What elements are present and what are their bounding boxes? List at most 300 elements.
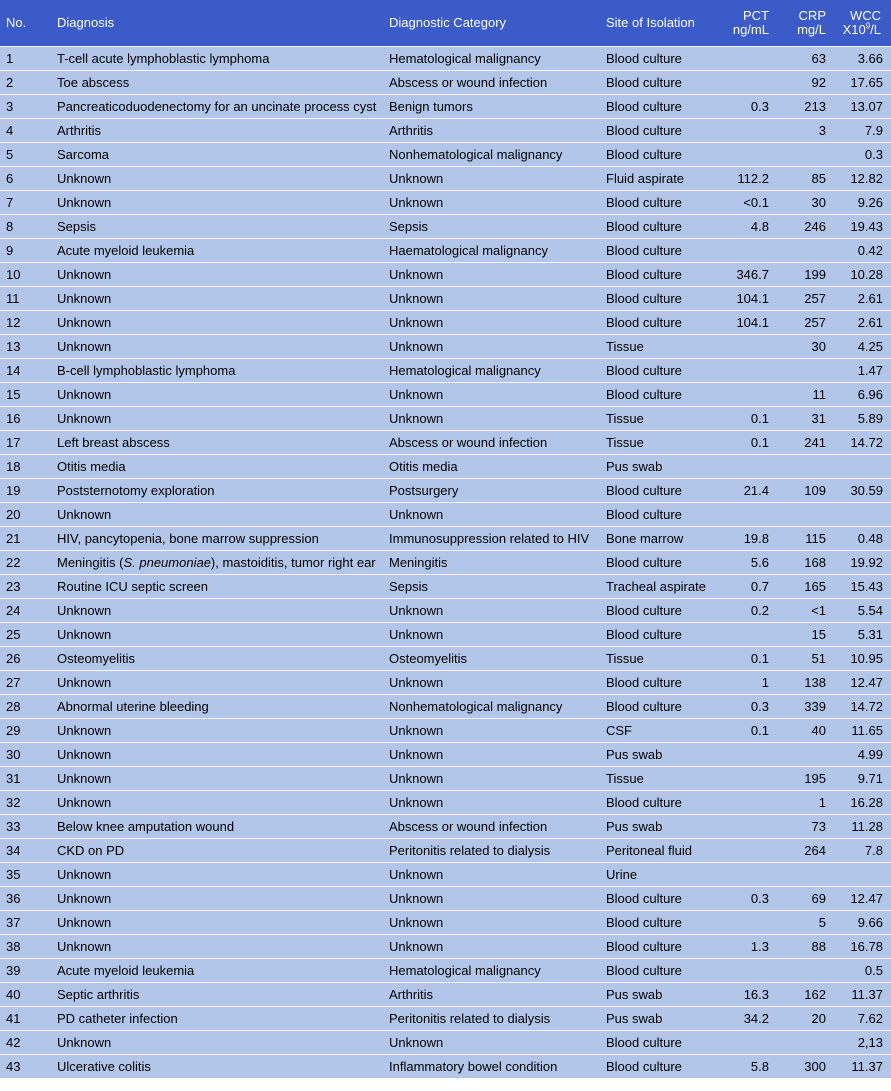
- cell-pct: [716, 743, 775, 767]
- cell-no: 3: [0, 95, 51, 119]
- cell-crp: [775, 743, 832, 767]
- cell-diagnosis: PD catheter infection: [51, 1007, 383, 1031]
- table-row: [0, 311, 891, 335]
- cell-site: Blood culture: [600, 503, 716, 527]
- table-row: [0, 143, 891, 167]
- table-row: [0, 431, 891, 455]
- cell-crp: [775, 863, 832, 887]
- cell-site: Blood culture: [600, 215, 716, 239]
- cell-crp: 246: [775, 215, 832, 239]
- cell-wcc: 12.82: [832, 167, 891, 191]
- table-row: [0, 671, 891, 695]
- cell-wcc: [832, 455, 891, 479]
- cell-wcc: 10.28: [832, 263, 891, 287]
- table-row: [0, 575, 891, 599]
- cell-wcc: 11.37: [832, 983, 891, 1007]
- cell-wcc: 5.89: [832, 407, 891, 431]
- header-crp-name: CRP: [798, 8, 826, 23]
- cell-site: Blood culture: [600, 671, 716, 695]
- cell-pct: [716, 239, 775, 263]
- cell-site: Pus swab: [600, 743, 716, 767]
- cell-diagnosis: Toe abscess: [51, 71, 383, 95]
- cell-category: Sepsis: [383, 215, 600, 239]
- cell-pct: [716, 791, 775, 815]
- cell-wcc: 12.47: [832, 671, 891, 695]
- cell-wcc: 7.62: [832, 1007, 891, 1031]
- cell-category: Unknown: [383, 335, 600, 359]
- cell-crp: 1: [775, 791, 832, 815]
- cell-category: Haematological malignancy: [383, 239, 600, 263]
- table-row: [0, 887, 891, 911]
- cell-wcc: 11.37: [832, 1055, 891, 1079]
- cell-category: Unknown: [383, 623, 600, 647]
- cell-site: Blood culture: [600, 239, 716, 263]
- cell-no: 31: [0, 767, 51, 791]
- cell-crp: 20: [775, 1007, 832, 1031]
- cell-pct: [716, 71, 775, 95]
- cell-crp: 300: [775, 1055, 832, 1079]
- cell-pct: [716, 119, 775, 143]
- cell-wcc: 3.66: [832, 47, 891, 71]
- cell-no: 4: [0, 119, 51, 143]
- cell-site: Blood culture: [600, 311, 716, 335]
- table-row: [0, 263, 891, 287]
- header-no: No.: [6, 15, 27, 30]
- cell-category: Unknown: [383, 863, 600, 887]
- cell-category: Unknown: [383, 911, 600, 935]
- cell-category: Unknown: [383, 599, 600, 623]
- cell-crp: 11: [775, 383, 832, 407]
- cell-category: Unknown: [383, 383, 600, 407]
- cell-site: Blood culture: [600, 959, 716, 983]
- cell-no: 38: [0, 935, 51, 959]
- cell-wcc: 2,13: [832, 1031, 891, 1055]
- cell-diagnosis: T-cell acute lymphoblastic lymphoma: [51, 47, 383, 71]
- cell-pct: <0.1: [716, 191, 775, 215]
- cell-category: Immunosuppression related to HIV: [383, 527, 600, 551]
- cell-site: Blood culture: [600, 791, 716, 815]
- cell-site: Blood culture: [600, 359, 716, 383]
- cell-crp: 5: [775, 911, 832, 935]
- cell-crp: [775, 503, 832, 527]
- cell-no: 22: [0, 551, 51, 575]
- cell-pct: [716, 143, 775, 167]
- cell-diagnosis: Pancreaticoduodenectomy for an uncinate process cyst: [51, 95, 383, 119]
- cell-site: Bone marrow: [600, 527, 716, 551]
- cell-wcc: [832, 863, 891, 887]
- cell-wcc: 9.66: [832, 911, 891, 935]
- cell-crp: 85: [775, 167, 832, 191]
- cell-category: Inflammatory bowel condition: [383, 1055, 600, 1079]
- cell-diagnosis: Unknown: [51, 1031, 383, 1055]
- cell-site: Blood culture: [600, 911, 716, 935]
- cell-diagnosis: Unknown: [51, 887, 383, 911]
- cell-category: Unknown: [383, 719, 600, 743]
- cell-diagnosis: Unknown: [51, 287, 383, 311]
- cell-wcc: 5.54: [832, 599, 891, 623]
- cell-crp: 3: [775, 119, 832, 143]
- cell-no: 20: [0, 503, 51, 527]
- cell-pct: [716, 503, 775, 527]
- cell-diagnosis: CKD on PD: [51, 839, 383, 863]
- cell-pct: 104.1: [716, 287, 775, 311]
- table-row: [0, 599, 891, 623]
- table-row: [0, 815, 891, 839]
- cell-category: Arthritis: [383, 983, 600, 1007]
- cell-pct: [716, 839, 775, 863]
- cell-no: 30: [0, 743, 51, 767]
- cell-category: Unknown: [383, 407, 600, 431]
- cell-wcc: 16.78: [832, 935, 891, 959]
- cell-no: 12: [0, 311, 51, 335]
- cell-crp: 138: [775, 671, 832, 695]
- cell-diagnosis: Poststernotomy exploration: [51, 479, 383, 503]
- cell-pct: 112.2: [716, 167, 775, 191]
- cell-pct: [716, 815, 775, 839]
- cell-wcc: 16.28: [832, 791, 891, 815]
- cell-crp: 162: [775, 983, 832, 1007]
- table-row: [0, 407, 891, 431]
- cell-no: 24: [0, 599, 51, 623]
- cell-pct: 19.8: [716, 527, 775, 551]
- cell-diagnosis: Unknown: [51, 407, 383, 431]
- cell-diagnosis: Unknown: [51, 599, 383, 623]
- header-site: Site of Isolation: [606, 15, 695, 30]
- cell-category: Unknown: [383, 263, 600, 287]
- cell-site: Pus swab: [600, 815, 716, 839]
- table-row: [0, 719, 891, 743]
- table-row: [0, 527, 891, 551]
- table-row: [0, 383, 891, 407]
- cell-pct: 0.1: [716, 719, 775, 743]
- cell-diagnosis: Acute myeloid leukemia: [51, 239, 383, 263]
- cell-wcc: 0.3: [832, 143, 891, 167]
- cell-no: 40: [0, 983, 51, 1007]
- cell-pct: 0.7: [716, 575, 775, 599]
- cell-site: Pus swab: [600, 455, 716, 479]
- cell-crp: 40: [775, 719, 832, 743]
- cell-diagnosis: Unknown: [51, 911, 383, 935]
- cell-diagnosis: Unknown: [51, 503, 383, 527]
- cell-no: 13: [0, 335, 51, 359]
- cell-diagnosis: Unknown: [51, 167, 383, 191]
- cell-diagnosis: Routine ICU septic screen: [51, 575, 383, 599]
- cell-diagnosis: Ulcerative colitis: [51, 1055, 383, 1079]
- cell-wcc: 9.26: [832, 191, 891, 215]
- header-pct-unit: ng/mL: [732, 22, 769, 37]
- cell-no: 1: [0, 47, 51, 71]
- cell-diagnosis: Acute myeloid leukemia: [51, 959, 383, 983]
- cell-diagnosis: Osteomyelitis: [51, 647, 383, 671]
- cell-diagnosis: Below knee amputation wound: [51, 815, 383, 839]
- cell-no: 8: [0, 215, 51, 239]
- cell-crp: 51: [775, 647, 832, 671]
- cell-diagnosis: Meningitis (S. pneumoniae), mastoiditis, tumor right ear: [51, 551, 383, 575]
- cell-crp: <1: [775, 599, 832, 623]
- cell-category: Sepsis: [383, 575, 600, 599]
- cell-site: Tissue: [600, 335, 716, 359]
- table-row: [0, 335, 891, 359]
- cell-wcc: 4.25: [832, 335, 891, 359]
- header-crp: [775, 0, 832, 47]
- cell-category: Nonhematological malignancy: [383, 695, 600, 719]
- cell-no: 6: [0, 167, 51, 191]
- cell-pct: 21.4: [716, 479, 775, 503]
- cell-crp: [775, 959, 832, 983]
- cell-wcc: 0.5: [832, 959, 891, 983]
- cell-crp: [775, 1031, 832, 1055]
- table-row: [0, 743, 891, 767]
- cell-pct: 0.2: [716, 599, 775, 623]
- cell-pct: 34.2: [716, 1007, 775, 1031]
- cell-site: Blood culture: [600, 287, 716, 311]
- cell-crp: 199: [775, 263, 832, 287]
- cell-wcc: 12.47: [832, 887, 891, 911]
- cell-pct: 1.3: [716, 935, 775, 959]
- header-wcc-name: WCC: [849, 8, 881, 23]
- cell-no: 21: [0, 527, 51, 551]
- cell-no: 35: [0, 863, 51, 887]
- cell-category: Postsurgery: [383, 479, 600, 503]
- cell-no: 34: [0, 839, 51, 863]
- cell-category: Unknown: [383, 503, 600, 527]
- header-diagnosis: Diagnosis: [57, 15, 115, 30]
- cell-pct: 16.3: [716, 983, 775, 1007]
- cell-diagnosis: Unknown: [51, 671, 383, 695]
- cell-no: 32: [0, 791, 51, 815]
- cell-no: 37: [0, 911, 51, 935]
- cell-crp: 15: [775, 623, 832, 647]
- cell-pct: 346.7: [716, 263, 775, 287]
- cell-site: Blood culture: [600, 47, 716, 71]
- cell-pct: [716, 1031, 775, 1055]
- cell-crp: 195: [775, 767, 832, 791]
- table-row: [0, 695, 891, 719]
- cell-no: 43: [0, 1055, 51, 1079]
- table-row: [0, 95, 891, 119]
- cell-no: 18: [0, 455, 51, 479]
- cell-site: Blood culture: [600, 1055, 716, 1079]
- cell-wcc: 1.47: [832, 359, 891, 383]
- table-row: [0, 47, 891, 71]
- cell-crp: 88: [775, 935, 832, 959]
- table-row: [0, 119, 891, 143]
- cell-site: Tissue: [600, 647, 716, 671]
- cell-category: Benign tumors: [383, 95, 600, 119]
- cell-site: Blood culture: [600, 479, 716, 503]
- table-row: [0, 167, 891, 191]
- cell-crp: [775, 239, 832, 263]
- cell-wcc: 30.59: [832, 479, 891, 503]
- table-row: [0, 359, 891, 383]
- cell-pct: 4.8: [716, 215, 775, 239]
- cell-wcc: 6.96: [832, 383, 891, 407]
- cell-site: Blood culture: [600, 119, 716, 143]
- cell-pct: [716, 623, 775, 647]
- cell-pct: [716, 47, 775, 71]
- cell-no: 33: [0, 815, 51, 839]
- cell-crp: 264: [775, 839, 832, 863]
- table-row: [0, 1031, 891, 1055]
- cell-category: Hematological malignancy: [383, 359, 600, 383]
- table-row: [0, 863, 891, 887]
- cell-category: Unknown: [383, 887, 600, 911]
- cell-no: 42: [0, 1031, 51, 1055]
- cell-category: Unknown: [383, 311, 600, 335]
- cell-wcc: 11.28: [832, 815, 891, 839]
- header-wcc-unit: $X10^9/L$: [842, 21, 881, 37]
- cell-category: Unknown: [383, 1031, 600, 1055]
- cell-site: Blood culture: [600, 623, 716, 647]
- cell-crp: 30: [775, 191, 832, 215]
- cell-no: 41: [0, 1007, 51, 1031]
- cell-no: 29: [0, 719, 51, 743]
- cell-no: 2: [0, 71, 51, 95]
- table-row: [0, 791, 891, 815]
- cell-wcc: 17.65: [832, 71, 891, 95]
- header-pct: [716, 0, 775, 47]
- cell-category: Meningitis: [383, 551, 600, 575]
- table-row: [0, 1007, 891, 1031]
- cell-site: Blood culture: [600, 887, 716, 911]
- table-row: [0, 839, 891, 863]
- table-row: [0, 239, 891, 263]
- table-row: [0, 455, 891, 479]
- table-header: [0, 0, 891, 47]
- cell-no: 26: [0, 647, 51, 671]
- cell-crp: 168: [775, 551, 832, 575]
- header-row: [0, 0, 891, 47]
- table-row: [0, 215, 891, 239]
- table-row: [0, 647, 891, 671]
- cell-pct: 0.3: [716, 695, 775, 719]
- cell-pct: 0.1: [716, 431, 775, 455]
- cell-no: 7: [0, 191, 51, 215]
- cell-wcc: 2.61: [832, 311, 891, 335]
- cell-wcc: 19.92: [832, 551, 891, 575]
- cell-crp: 69: [775, 887, 832, 911]
- cell-crp: 165: [775, 575, 832, 599]
- table-row: [0, 935, 891, 959]
- cell-category: Unknown: [383, 743, 600, 767]
- cell-pct: [716, 911, 775, 935]
- cell-pct: [716, 335, 775, 359]
- cell-diagnosis: Unknown: [51, 383, 383, 407]
- table-row: [0, 959, 891, 983]
- header-crp-unit: mg/L: [797, 22, 826, 37]
- table-body: [0, 47, 891, 1079]
- cell-diagnosis: Unknown: [51, 263, 383, 287]
- cell-diagnosis: Unknown: [51, 791, 383, 815]
- table-row: [0, 71, 891, 95]
- cell-diagnosis: Unknown: [51, 719, 383, 743]
- cell-pct: 1: [716, 671, 775, 695]
- cell-site: Blood culture: [600, 695, 716, 719]
- cell-pct: 0.1: [716, 647, 775, 671]
- cell-diagnosis: B-cell lymphoblastic lymphoma: [51, 359, 383, 383]
- cell-pct: [716, 359, 775, 383]
- cell-wcc: 5.31: [832, 623, 891, 647]
- cell-no: 28: [0, 695, 51, 719]
- cell-crp: 241: [775, 431, 832, 455]
- cell-site: Blood culture: [600, 95, 716, 119]
- cell-site: Blood culture: [600, 599, 716, 623]
- cell-crp: [775, 359, 832, 383]
- cell-wcc: 9.71: [832, 767, 891, 791]
- cell-diagnosis: Arthritis: [51, 119, 383, 143]
- cell-crp: 115: [775, 527, 832, 551]
- cell-crp: 339: [775, 695, 832, 719]
- cell-site: Blood culture: [600, 71, 716, 95]
- cell-pct: 104.1: [716, 311, 775, 335]
- table-row: [0, 767, 891, 791]
- cell-crp: 30: [775, 335, 832, 359]
- cell-wcc: 10.95: [832, 647, 891, 671]
- cell-site: Tissue: [600, 431, 716, 455]
- cell-category: Unknown: [383, 935, 600, 959]
- cell-crp: 92: [775, 71, 832, 95]
- cell-diagnosis: Unknown: [51, 743, 383, 767]
- cell-crp: 257: [775, 311, 832, 335]
- cell-no: 5: [0, 143, 51, 167]
- cell-diagnosis: Abnormal uterine bleeding: [51, 695, 383, 719]
- table-row: [0, 503, 891, 527]
- cell-site: Urine: [600, 863, 716, 887]
- cell-category: Nonhematological malignancy: [383, 143, 600, 167]
- cell-crp: 109: [775, 479, 832, 503]
- cell-category: Hematological malignancy: [383, 959, 600, 983]
- cell-no: 19: [0, 479, 51, 503]
- table-row: [0, 1055, 891, 1079]
- cell-category: Peritonitis related to dialysis: [383, 1007, 600, 1031]
- cell-pct: 0.1: [716, 407, 775, 431]
- table-row: [0, 623, 891, 647]
- cell-site: Blood culture: [600, 551, 716, 575]
- cell-site: Blood culture: [600, 383, 716, 407]
- cell-wcc: 0.42: [832, 239, 891, 263]
- cell-category: Abscess or wound infection: [383, 71, 600, 95]
- cell-no: 17: [0, 431, 51, 455]
- cell-diagnosis: Unknown: [51, 623, 383, 647]
- cell-crp: [775, 455, 832, 479]
- cell-no: 15: [0, 383, 51, 407]
- cell-pct: [716, 383, 775, 407]
- cell-site: Blood culture: [600, 935, 716, 959]
- cell-crp: 73: [775, 815, 832, 839]
- cell-wcc: 2.61: [832, 287, 891, 311]
- cell-site: Tissue: [600, 767, 716, 791]
- cell-pct: [716, 959, 775, 983]
- cell-wcc: 19.43: [832, 215, 891, 239]
- table-row: [0, 983, 891, 1007]
- cell-wcc: 4.99: [832, 743, 891, 767]
- cell-category: Unknown: [383, 167, 600, 191]
- cell-category: Peritonitis related to dialysis: [383, 839, 600, 863]
- table-row: [0, 287, 891, 311]
- cell-pct: 0.3: [716, 95, 775, 119]
- header-wcc: [832, 0, 891, 47]
- cell-no: 11: [0, 287, 51, 311]
- header-pct-name: PCT: [743, 8, 769, 23]
- table-row: [0, 479, 891, 503]
- cell-pct: 5.8: [716, 1055, 775, 1079]
- cell-wcc: 13.07: [832, 95, 891, 119]
- cell-diagnosis: Unknown: [51, 935, 383, 959]
- cell-no: 16: [0, 407, 51, 431]
- cell-site: Blood culture: [600, 191, 716, 215]
- table-row: [0, 191, 891, 215]
- cell-diagnosis: Unknown: [51, 863, 383, 887]
